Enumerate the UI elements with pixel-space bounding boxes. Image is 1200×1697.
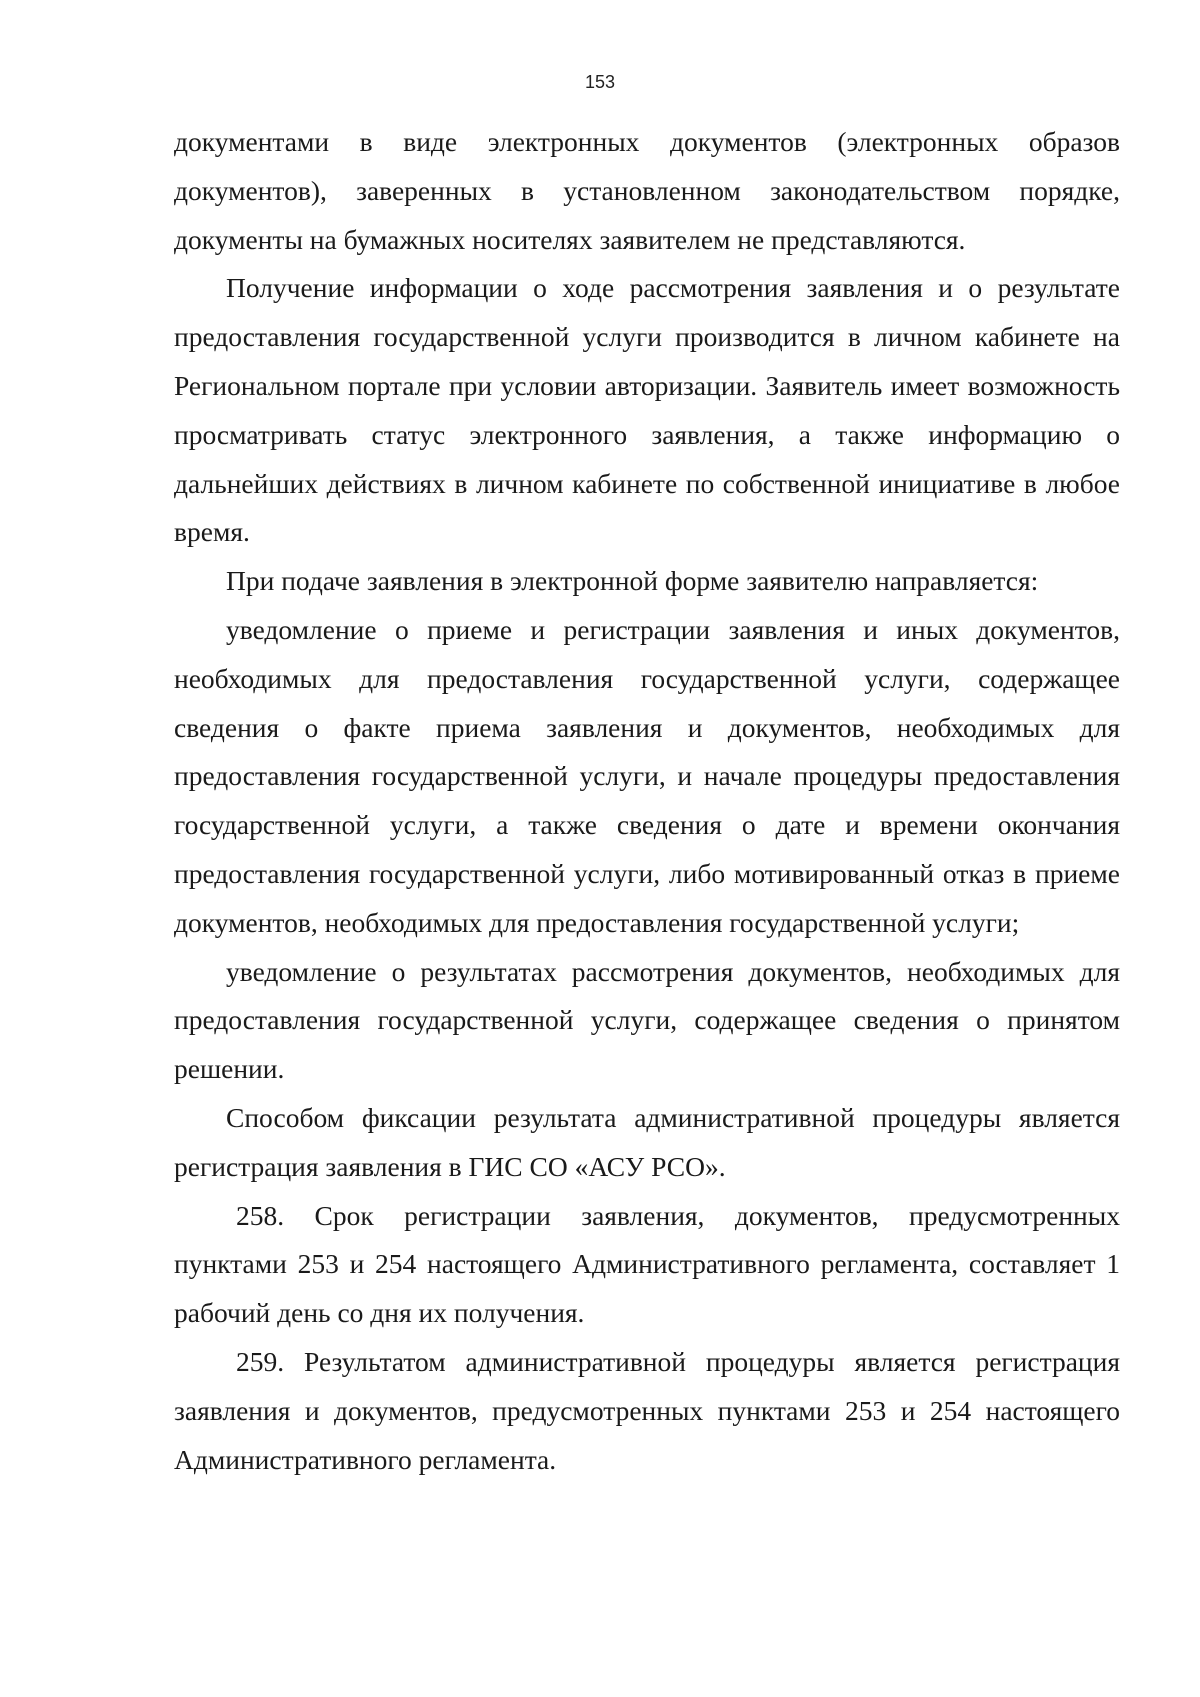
paragraph-result-notification: уведомление о результатах рассмотрения документов, необходимых для предоставления государственной услуги, содержащее сведения о принятом решении. xyxy=(174,955,1120,1085)
page-number: 153 xyxy=(584,72,616,92)
paragraph-item-259: 259. Результатом административной процедуры является регистрация заявления и документов, предусмотренных пунктами 253 и 254 настоящего Административного регламента. xyxy=(174,1345,1120,1475)
paragraph-fixation-method: Способом фиксации результата административной процедуры является регистрация заявления в ГИС СО «АСУ РСО». xyxy=(174,1101,1120,1182)
document-body xyxy=(174,118,1120,1484)
paragraph-status-info: Получение информации о ходе рассмотрения заявления и о результате предоставления государственной услуги производится в личном кабинете на Региональном портале при условии авторизации. Заявитель имеет возможность просматривать статус электронного заявления, а также информацию о дальнейших действиях в личном кабинете по собственной инициативе в любое время. xyxy=(174,272,1120,548)
paragraph-receipt-notification: уведомление о приеме и регистрации заявления и иных документов, необходимых для предоставления государственной услуги, содержащее сведения о факте приема заявления и документов, необходимых для предоставления государственной услуги, и начале процедуры предоставления государственной услуги, а также сведения о дате и времени окончания предоставления государственной услуги, либо мотивированный отказ в приеме документов, необходимых для предоставления государственной услуги; xyxy=(174,613,1120,938)
paragraph-notifications-intro: При подаче заявления в электронной форме заявителю направляется: xyxy=(226,565,1039,597)
paragraph-item-258: 258. Срок регистрации заявления, документов, предусмотренных пунктами 253 и 254 настоящего Административного регламента, составляет 1 рабочий день со дня их получения. xyxy=(174,1199,1120,1329)
paragraph-continuation: документами в виде электронных документов (электронных образов документов), заверенных в установленном законодательством порядке, документы на бумажных носителях заявителем не представляются. xyxy=(174,126,1120,255)
